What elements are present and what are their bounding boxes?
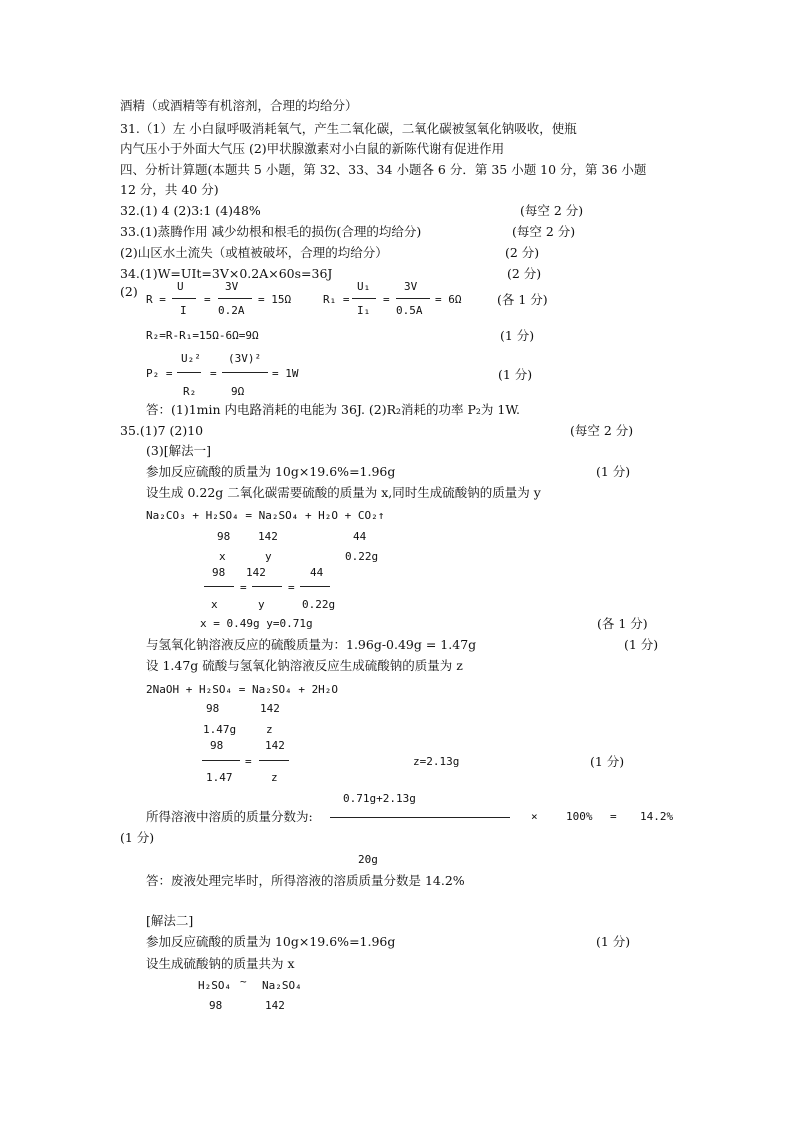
prop-bar-2 [252, 586, 282, 587]
q33-part2: (2)山区水土流失（或植被破坏，合理的均给分） [120, 245, 388, 260]
eq2-acid-mass: 1.47g [203, 723, 237, 736]
r-lhs: R = [146, 293, 166, 306]
solution-xy-score: (各 1 分) [597, 616, 648, 631]
q32-score: (每空 2 分) [520, 203, 584, 218]
relation-na2so4: Na₂SO₄ [262, 979, 302, 992]
prop-bar-3 [300, 586, 330, 587]
fraction-lhs: 所得溶液中溶质的质量分数为: [146, 809, 313, 824]
q35-part1: 35.(1)7 (2)10 [120, 423, 204, 438]
fraction-denominator: 20g [358, 853, 378, 866]
prop-142: 142 [246, 566, 266, 579]
p2-denominator2: 9Ω [231, 385, 245, 398]
r1-equals: = [383, 293, 390, 306]
propz-bar-1 [202, 760, 240, 761]
q33-part1-score: (每空 2 分) [512, 224, 576, 239]
prop-x: x [211, 598, 218, 611]
p2-result: = 1W [272, 367, 299, 380]
r1-numerator2: 3V [404, 280, 418, 293]
prop-equals-2: = [288, 581, 295, 594]
r-numerator2: 3V [225, 280, 239, 293]
q34-part1-score: (2 分) [507, 266, 542, 281]
r2-score: (1 分) [500, 328, 535, 343]
r-fraction-bar [172, 298, 196, 299]
eq2-ratio-98: 98 [206, 702, 220, 715]
eq2-unknown-z: z [266, 723, 273, 736]
q35-answer: 答：废液处理完毕时，所得溶液的溶质质量分数是 14.2% [146, 873, 465, 888]
eq1-co2-mass: 0.22g [345, 550, 379, 563]
eq1-unknown-x: x [219, 550, 226, 563]
fraction-numerator: 0.71g+2.13g [343, 792, 416, 805]
p2-denominator: R₂ [183, 385, 197, 398]
propz-z: z [271, 771, 278, 784]
fraction-100: 100% [566, 810, 593, 823]
section4-heading-line1: 四、分析计算题(本题共 5 小题，第 32、33、34 小题各 6 分．第 35 小题 10 分，第 36 小题 [120, 162, 647, 177]
r1-fraction-bar [352, 298, 376, 299]
r-fraction-bar2 [218, 298, 252, 299]
eq1-unknown-y: y [265, 550, 272, 563]
prop-44: 44 [310, 566, 324, 579]
propz-bar-2 [259, 760, 289, 761]
p2-score: (1 分) [498, 367, 533, 382]
r1-result: = 6Ω [435, 293, 462, 306]
r1-lhs: R₁ = [323, 293, 350, 306]
p2-numerator2: (3V)² [228, 352, 262, 365]
propz-equals: = [245, 755, 252, 768]
equation-naoh: 2NaOH + H₂SO₄ = Na₂SO₄ + 2H₂O [146, 683, 339, 696]
solution-xy: x = 0.49g y=0.71g [200, 617, 313, 630]
prop-98: 98 [212, 566, 226, 579]
prop-equals-1: = [240, 581, 247, 594]
prop-022: 0.22g [302, 598, 336, 611]
z-result-score: (1 分) [590, 754, 625, 769]
section4-heading-line2: 12 分，共 40 分) [120, 182, 219, 197]
naoh-acid-mass-score: (1 分) [624, 637, 659, 652]
r1-score: (各 1 分) [497, 292, 548, 307]
r2-calc: R₂=R-R₁=15Ω-6Ω=9Ω [146, 329, 259, 342]
prop-y: y [258, 598, 265, 611]
method1-acid-mass-score: (1 分) [596, 464, 631, 479]
propz-98: 98 [210, 739, 224, 752]
relation-tilde: ~ [240, 975, 247, 988]
r1-denominator: I₁ [357, 304, 371, 317]
assume-z: 设 1.47g 硫酸与氢氧化钠溶液反应生成硫酸钠的质量为 z [146, 658, 463, 673]
q34-part1: 34.(1)W=UIt=3V×0.2A×60s=36J [120, 266, 333, 281]
q32-answer: 32.(1) 4 (2)3:1 (4)48% [120, 203, 261, 218]
fraction-result: 14.2% [640, 810, 674, 823]
q31-line1: 31.（1）左 小白鼠呼吸消耗氧气，产生二氧化碳，二氧化碳被氢氧化钠吸收，使瓶 [120, 121, 577, 136]
naoh-acid-mass: 与氢氧化钠溶液反应的硫酸质量为：1.96g-0.49g = 1.47g [146, 637, 477, 652]
r1-numerator: U₁ [357, 280, 371, 293]
r1-denominator2: 0.5A [396, 304, 423, 317]
r-result: = 15Ω [258, 293, 292, 306]
p2-fraction-bar [177, 372, 201, 373]
z-result: z=2.13g [413, 755, 460, 768]
method2-acid-mass: 参加反应硫酸的质量为 10g×19.6%=1.96g [146, 934, 396, 949]
p2-lhs: P₂ = [146, 367, 173, 380]
q33-part1: 33.(1)蒸腾作用 减少幼根和根毛的损伤(合理的均给分) [120, 224, 422, 239]
method1-acid-mass: 参加反应硫酸的质量为 10g×19.6%=1.96g [146, 464, 396, 479]
method1-heading: (3)[解法一] [146, 443, 211, 458]
eq1-ratio-44: 44 [353, 530, 367, 543]
relation-142: 142 [265, 999, 285, 1012]
fraction-times: × [531, 810, 538, 823]
r-equals: = [204, 293, 211, 306]
eq2-ratio-142: 142 [260, 702, 280, 715]
fraction-score: (1 分) [120, 830, 155, 845]
method2-acid-mass-score: (1 分) [596, 934, 631, 949]
p2-equals: = [210, 367, 217, 380]
q34-part2-label: (2) [120, 284, 138, 299]
equation-na2co3: Na₂CO₃ + H₂SO₄ = Na₂SO₄ + H₂O + CO₂↑ [146, 509, 385, 522]
eq1-ratio-98: 98 [217, 530, 231, 543]
r-numerator: U [177, 280, 184, 293]
q33-part2-score: (2 分) [505, 245, 540, 260]
r-denominator2: 0.2A [218, 304, 245, 317]
fraction-bar [330, 817, 510, 818]
relation-h2so4: H₂SO₄ [198, 979, 232, 992]
r1-fraction-bar2 [396, 298, 430, 299]
propz-142: 142 [265, 739, 285, 752]
relation-98: 98 [209, 999, 223, 1012]
propz-147: 1.47 [206, 771, 233, 784]
method1-assumption: 设生成 0.22g 二氧化碳需要硫酸的质量为 x,同时生成硫酸钠的质量为 y [146, 485, 541, 500]
method2-assumption: 设生成硫酸钠的质量共为 x [146, 956, 295, 971]
p2-fraction-bar2 [222, 372, 268, 373]
line-alcohol: 酒精（或酒精等有机溶剂，合理的均给分） [120, 98, 358, 113]
method2-heading: [解法二] [146, 913, 194, 928]
q35-score: (每空 2 分) [570, 423, 634, 438]
q31-line2: 内气压小于外面大气压 (2)甲状腺激素对小白鼠的新陈代谢有促进作用 [120, 141, 505, 156]
eq1-ratio-142: 142 [258, 530, 278, 543]
p2-numerator: U₂² [181, 352, 201, 365]
q34-answer: 答：(1)1min 内电路消耗的电能为 36J. (2)R₂消耗的功率 P₂为 1W. [146, 402, 520, 417]
fraction-equals: = [610, 810, 617, 823]
r-denominator: I [180, 304, 187, 317]
prop-bar-1 [204, 586, 234, 587]
